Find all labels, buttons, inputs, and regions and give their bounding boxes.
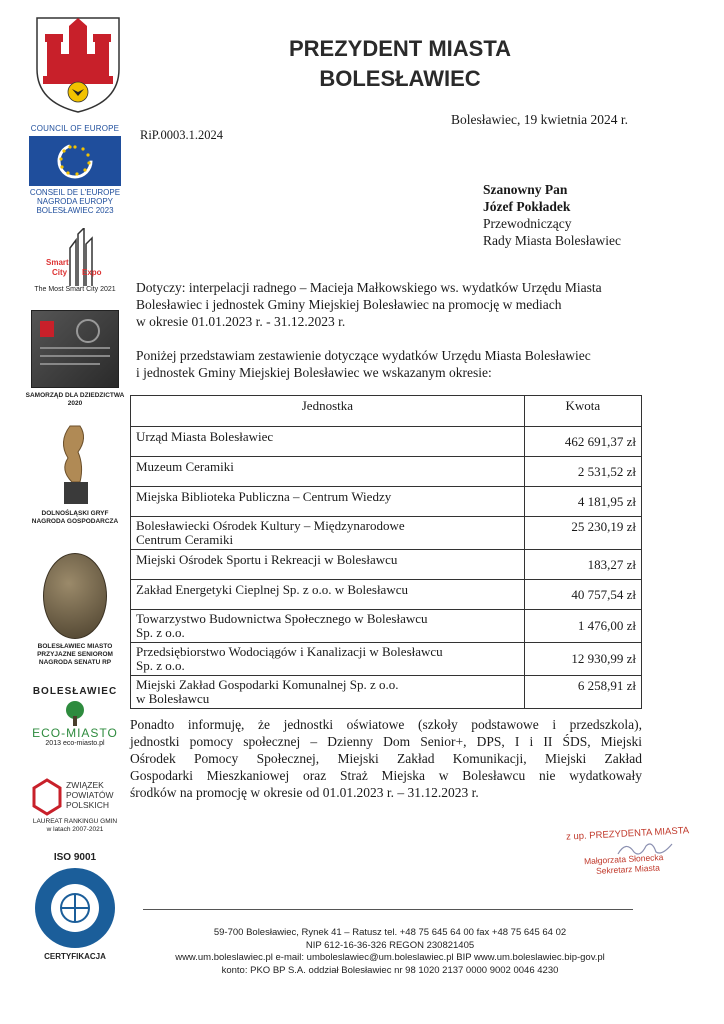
council-of-europe-badge [20,124,130,215]
addressee-line-3: Przewodniczący [483,216,572,231]
column-header-amount: Kwota [524,396,641,427]
council-bottom-3: BOLESŁAWIEC 2023 [36,206,114,215]
addressee-line-4: Rady Miasta Bolesławiec [483,233,621,248]
table-row [131,610,642,643]
addressee-line-1: Szanowny Pan [483,182,568,197]
footer-line-2: NIP 612-16-36-326 REGON 230821405 [305,939,475,951]
coat-of-arms [33,14,123,114]
unit-amount: 40 757,54 zł [524,580,641,610]
unit-amount: 1 476,00 zł [524,610,641,643]
subject-line-3: w okresie 01.01.2023 r. - 31.12.2023 r. [136,314,346,329]
title-line-1: PREZYDENT MIASTA [288,36,512,61]
gryf-statue-icon [50,422,100,506]
subject-line-1: Dotyczy: interpelacji radnego – Macieja Małkowskiego ws. wydatków Urzędu Miasta [136,280,602,295]
closing-line-1: Ponadto informuję, że jednostki oświatowe (szkoły podstawowe i przedszkola), [130,717,642,732]
unit-name: Przedsiębiorstwo Wodociągów i Kanalizacji w Bolesławcu Sp. z o.o. [131,643,525,676]
eco-miasto-badge [20,686,130,747]
smart-city-text-1: Smart [46,258,69,267]
closing-line-2: jednostki pomocy społecznej – Dzienny Dom Senior+, DPS, I i II ŚDS, Miejski [130,734,642,749]
unit-name: Miejski Zakład Gospodarki Komunalnej Sp. z o.o. w Bolesławcu [131,676,525,709]
senior-caption-3: NAGRODA SENATU RP [38,659,112,666]
footer-divider [143,909,633,910]
table-row [131,643,642,676]
table-row [131,457,642,487]
pih-caption: CERTYFIKACJA [44,952,106,961]
unit-name: Muzeum Ceramiki [131,457,525,487]
table-row [131,427,642,457]
table-row [131,580,642,610]
zwiazek-logo-icon [30,776,64,816]
senior-badge [20,553,130,667]
council-top-label: COUNCIL OF EUROPE [30,124,120,133]
unit-amount: 183,27 zł [524,550,641,580]
table-header-row [131,396,642,427]
signature-line-1: z up. PREZYDENTA MIASTA [565,825,690,843]
pih-seal-icon [33,866,117,950]
closing-line-5: środków na promocję w okresie od 01.01.2023 r. – 31.12.2023 r. [130,785,479,800]
smart-city-text-2: City [52,268,68,277]
signature-line-3: Sekretarz Miasta [595,862,661,876]
zwiazek-3: POLSKICH [66,800,109,810]
council-bottom-1: CONSEIL DE L'EUROPE [29,188,121,197]
table-row [131,550,642,580]
place-date: Bolesławiec, 19 kwietnia 2024 r. [451,112,628,127]
table-row [131,517,642,550]
medal-image [43,553,107,639]
gryf-caption-2: NAGRODA GOSPODARCZA [31,518,119,525]
unit-name: Urząd Miasta Bolesławiec [131,427,525,457]
closing-line-3: Ośrodek Pomocy Społecznej, Miejski Zakład Komunikacji, Miejski Zakład [130,751,642,766]
eco-title: ECO-MIASTO [32,726,118,740]
smart-city-logo-icon [62,228,102,286]
intro-line-2: i jednostek Gminy Miejskiej Bolesławiec we wskazanym okresie: [136,365,492,380]
subject-line-2: Bolesławiec i jednostek Gminy Miejskiej Bolesławiec na promocję w mediach [136,297,562,312]
laureat-1: LAUREAT RANKINGU GMIN [32,818,118,825]
smart-city-badge [20,228,130,294]
unit-amount: 12 930,99 zł [524,643,641,676]
samorzad-caption-2: 2020 [67,400,83,407]
unit-name: Zakład Energetyki Cieplnej Sp. z o.o. w Bolesławcu [131,580,525,610]
signature-stamp [565,825,706,876]
eco-url: eco-miasto.pl [62,740,105,747]
page-title [200,34,600,94]
gryf-caption-1: DOLNOŚLĄSKI GRYF [41,510,109,517]
intro-line-1: Poniżej przedstawiam zestawienie dotyczące wydatków Urzędu Miasta Bolesławiec [136,348,591,363]
gryf-badge [20,422,130,526]
iso-label: ISO 9001 [53,852,97,863]
zwiazek-1: ZWIĄZEK [66,780,104,790]
table-row [131,676,642,709]
expenses-table [130,395,642,709]
unit-amount: 25 230,19 zł [524,517,641,550]
addressee-block [483,181,621,249]
intro-paragraph [136,347,646,381]
unit-amount: 4 181,95 zł [524,487,641,517]
smart-city-caption: The Most Smart City 2021 [34,286,116,293]
signature-line-2: Małgorzata Słonecka [583,852,664,867]
council-bottom-2: NAGRODA EUROPY [36,197,113,206]
unit-name: Bolesławiecki Ośrodek Kultury – Międzynarodowe Centrum Ceramiki [131,517,525,550]
senior-caption-2: PRZYJAZNE SENIOROM [37,651,113,658]
footer-line-1: 59-700 Bolesławiec, Rynek 41 – Ratusz tel. +48 75 645 64 00 fax +48 75 645 64 02 [213,927,567,938]
footer-line-3: www.um.boleslawiec.pl e-mail: umboleslawiec@um.boleslawiec.pl BIP www.um.boleslawiec.bip-gov.pl [175,952,605,963]
senior-caption-1: BOLESŁAWIEC MIASTO [37,643,113,650]
table-row [131,487,642,517]
council-flag-icon [29,136,121,186]
unit-amount: 6 258,91 zł [524,676,641,709]
column-header-unit: Jednostka [131,396,525,427]
subject-paragraph [136,279,646,330]
unit-name: Miejski Ośrodek Sportu i Rekreacji w Bolesławcu [131,550,525,580]
laureat-2: w latach 2007-2021 [46,826,104,833]
unit-name: Towarzystwo Budownictwa Społecznego w Bolesławcu Sp. z o.o. [131,610,525,643]
unit-name: Miejska Biblioteka Publiczna – Centrum Wiedzy [131,487,525,517]
unit-amount: 2 531,52 zł [524,457,641,487]
samorzad-caption-1: SAMORZĄD DLA DZIEDZICTWA [25,392,125,399]
eco-year: 2013 [45,740,61,747]
tree-icon [60,700,90,726]
samorzad-badge [20,310,130,408]
closing-line-4: Gospodarki Mieszkaniowej oraz Straż Miejska w Bolesławcu nie wydatkowały [130,768,642,783]
zwiazek-2: POWIATÓW [66,790,114,800]
title-line-2: BOLESŁAWIEC [319,66,481,91]
pih-badge [20,866,130,961]
smart-city-text-3: Expo [82,268,102,277]
eco-city-label: BOLESŁAWIEC [32,686,118,697]
plaque-image [31,310,119,388]
addressee-line-2: Józef Pokładek [483,199,571,214]
closing-paragraph [130,716,642,801]
footer-line-4: konto: PKO BP S.A. oddział Bolesławiec nr 98 1020 2137 0000 9002 0046 4230 [221,964,559,976]
footer [140,927,640,977]
unit-amount: 462 691,37 zł [524,427,641,457]
zwiazek-badge [20,774,130,834]
reference-number: RiP.0003.1.2024 [140,128,224,142]
